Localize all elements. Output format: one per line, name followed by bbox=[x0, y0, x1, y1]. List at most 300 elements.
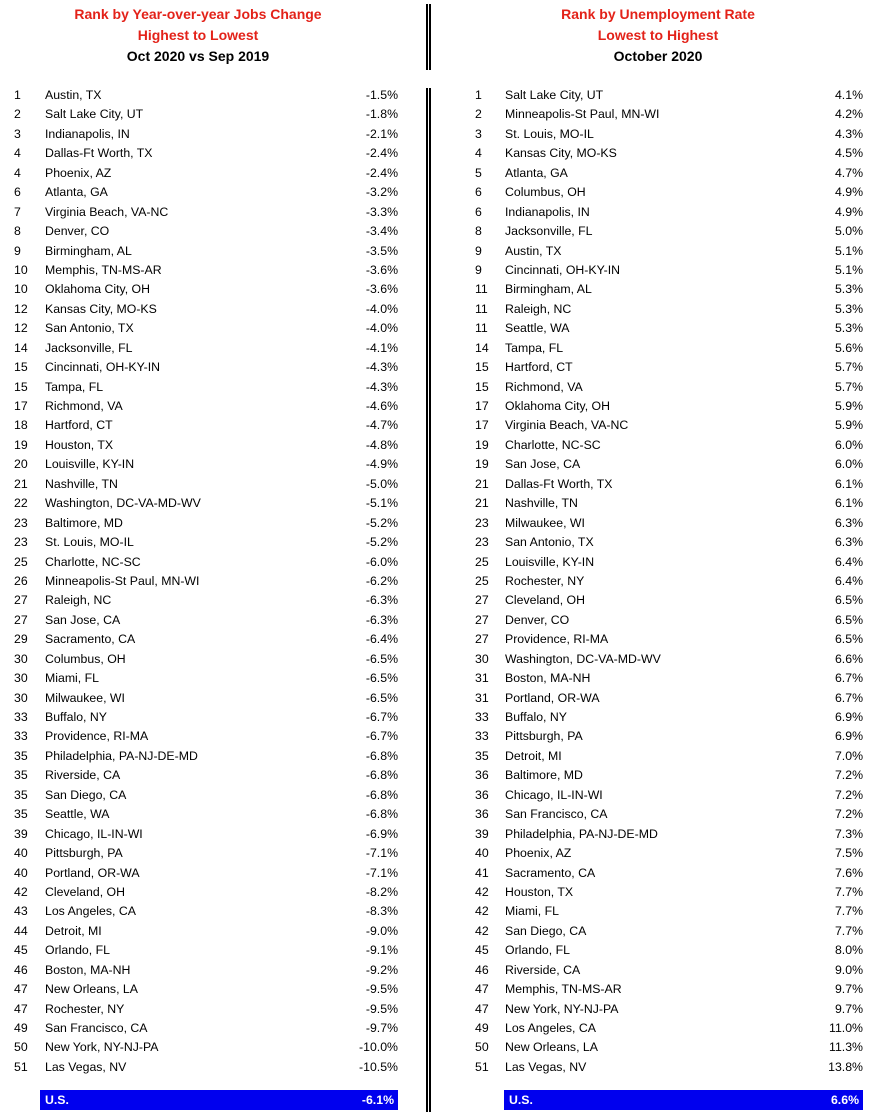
metro-name-cell: Cincinnati, OH-KY-IN bbox=[505, 262, 621, 277]
value-cell: 7.7% bbox=[834, 923, 863, 938]
rank-cell: 15 bbox=[14, 379, 28, 394]
rank-cell: 2 bbox=[14, 107, 21, 122]
unemployment-table bbox=[475, 86, 863, 1077]
metro-name-cell: Sacramento, CA bbox=[45, 632, 136, 647]
metro-name-cell: Miami, FL bbox=[45, 671, 99, 686]
value-cell: 6.5% bbox=[834, 612, 863, 627]
value-cell: -4.8% bbox=[365, 437, 398, 452]
table-row bbox=[475, 591, 863, 610]
rank-cell: 40 bbox=[14, 846, 28, 861]
value-cell: 6.0% bbox=[834, 457, 863, 472]
value-cell: -6.8% bbox=[365, 748, 398, 763]
metro-name-cell: New York, NY-NJ-PA bbox=[45, 1040, 159, 1055]
table-row bbox=[14, 455, 398, 474]
table-row bbox=[14, 864, 398, 883]
metro-name-cell: Philadelphia, PA-NJ-DE-MD bbox=[45, 748, 198, 763]
metro-name-cell: Las Vegas, NV bbox=[45, 1059, 127, 1074]
value-cell: 6.0% bbox=[834, 437, 863, 452]
metro-name-cell: Louisville, KY-IN bbox=[45, 457, 135, 472]
table-row bbox=[475, 105, 863, 124]
rank-cell: 1 bbox=[475, 88, 482, 102]
value-cell: -4.3% bbox=[365, 360, 398, 375]
rank-cell: 9 bbox=[475, 243, 482, 258]
value-cell: 6.3% bbox=[834, 515, 863, 530]
metro-name-cell: Cleveland, OH bbox=[45, 884, 125, 899]
rank-cell: 11 bbox=[475, 321, 488, 336]
metro-name-cell: Kansas City, MO-KS bbox=[505, 146, 617, 161]
total-label: U.S. bbox=[509, 1093, 533, 1107]
rank-cell: 22 bbox=[14, 496, 28, 511]
jobs-change-title: Rank by Year-over-year Jobs Change bbox=[74, 6, 322, 22]
metro-name-cell: Tampa, FL bbox=[45, 379, 104, 394]
table-row bbox=[14, 766, 398, 785]
table-row bbox=[475, 203, 863, 222]
value-cell: 7.0% bbox=[834, 748, 863, 763]
rank-cell: 42 bbox=[475, 904, 489, 919]
rank-cell: 44 bbox=[14, 923, 28, 938]
metro-name-cell: Charlotte, NC-SC bbox=[505, 437, 601, 452]
metro-name-cell: Louisville, KY-IN bbox=[505, 554, 595, 569]
table-row bbox=[475, 805, 863, 824]
metro-name-cell: Oklahoma City, OH bbox=[505, 399, 611, 413]
value-cell: 6.9% bbox=[834, 729, 863, 744]
rank-cell: 35 bbox=[14, 807, 28, 822]
rank-cell: 8 bbox=[14, 224, 21, 239]
table-row bbox=[14, 378, 398, 397]
rank-cell: 10 bbox=[14, 282, 28, 297]
metro-name-cell: Milwaukee, WI bbox=[45, 690, 125, 705]
unemployment-order: Lowest to Highest bbox=[597, 27, 719, 43]
rank-cell: 43 bbox=[14, 904, 28, 919]
table-row bbox=[475, 358, 863, 377]
table-row bbox=[14, 650, 398, 669]
value-cell: -8.3% bbox=[365, 904, 398, 919]
metro-name-cell: Boston, MA-NH bbox=[45, 962, 131, 977]
table-row bbox=[14, 591, 398, 610]
metro-name-cell: Atlanta, GA bbox=[45, 185, 108, 200]
metro-name-cell: Chicago, IL-IN-WI bbox=[45, 826, 143, 841]
metro-name-cell: Tampa, FL bbox=[505, 340, 564, 355]
rank-cell: 17 bbox=[475, 399, 489, 413]
rank-cell: 47 bbox=[475, 1001, 489, 1016]
table-row bbox=[475, 164, 863, 183]
metro-name-cell: Sacramento, CA bbox=[505, 865, 596, 880]
value-cell: -8.2% bbox=[365, 884, 398, 899]
table-row bbox=[14, 553, 398, 572]
table-row bbox=[14, 941, 398, 960]
unemployment-period: October 2020 bbox=[613, 48, 703, 64]
table-row bbox=[14, 514, 398, 533]
metro-name-cell: Columbus, OH bbox=[45, 651, 126, 666]
value-cell: 6.7% bbox=[834, 671, 863, 686]
rank-cell: 15 bbox=[14, 360, 28, 375]
table-row bbox=[475, 727, 863, 746]
table-row bbox=[475, 825, 863, 844]
table-row bbox=[475, 378, 863, 397]
rank-cell: 25 bbox=[14, 554, 28, 569]
table-row bbox=[14, 844, 398, 863]
total-value: 6.6% bbox=[830, 1093, 859, 1107]
rank-cell: 51 bbox=[475, 1059, 489, 1074]
metro-name-cell: Indianapolis, IN bbox=[505, 204, 590, 219]
metro-name-cell: New York, NY-NJ-PA bbox=[505, 1001, 619, 1016]
table-row bbox=[14, 689, 398, 708]
table-row bbox=[14, 416, 398, 435]
value-cell: -6.4% bbox=[365, 632, 398, 647]
rank-cell: 15 bbox=[475, 379, 489, 394]
rank-cell: 1 bbox=[14, 88, 21, 102]
table-row bbox=[475, 611, 863, 630]
value-cell: 5.1% bbox=[834, 243, 863, 258]
table-row bbox=[14, 727, 398, 746]
rank-cell: 6 bbox=[475, 185, 482, 200]
rank-cell: 33 bbox=[14, 710, 28, 724]
table-row bbox=[475, 514, 863, 533]
table-row bbox=[475, 1000, 863, 1019]
metro-name-cell: Atlanta, GA bbox=[505, 165, 568, 180]
value-cell: -3.4% bbox=[365, 224, 398, 239]
unemployment-header bbox=[455, 0, 861, 67]
table-row bbox=[475, 261, 863, 280]
metro-name-cell: Pittsburgh, PA bbox=[45, 846, 123, 861]
table-row bbox=[14, 786, 398, 805]
value-cell: -3.3% bbox=[365, 204, 398, 219]
value-cell: 7.5% bbox=[834, 846, 863, 861]
table-row bbox=[475, 1058, 863, 1077]
rank-cell: 19 bbox=[475, 437, 489, 452]
value-cell: 7.6% bbox=[834, 865, 863, 880]
metro-name-cell: Baltimore, MD bbox=[505, 768, 583, 783]
rank-cell: 23 bbox=[475, 535, 489, 550]
metro-name-cell: Los Angeles, CA bbox=[505, 1021, 596, 1035]
rank-cell: 51 bbox=[14, 1059, 28, 1074]
value-cell: -4.6% bbox=[365, 399, 398, 413]
value-cell: -10.0% bbox=[359, 1040, 398, 1055]
value-cell: -6.7% bbox=[365, 710, 398, 724]
metro-name-cell: Dallas-Ft Worth, TX bbox=[45, 146, 153, 161]
rank-cell: 33 bbox=[475, 710, 489, 724]
table-row bbox=[14, 280, 398, 299]
metro-name-cell: San Antonio, TX bbox=[45, 321, 134, 336]
rank-cell: 46 bbox=[475, 962, 489, 977]
table-row bbox=[14, 339, 398, 358]
table-row bbox=[475, 300, 863, 319]
value-cell: 5.3% bbox=[834, 321, 863, 336]
value-cell: -3.5% bbox=[365, 243, 398, 258]
value-cell: 6.5% bbox=[834, 593, 863, 608]
rank-cell: 35 bbox=[14, 768, 28, 783]
rank-cell: 2 bbox=[475, 107, 482, 122]
value-cell: 4.9% bbox=[834, 204, 863, 219]
metro-name-cell: St. Louis, MO-IL bbox=[505, 126, 594, 141]
table-row bbox=[14, 222, 398, 241]
table-row bbox=[475, 766, 863, 785]
table-row bbox=[14, 242, 398, 261]
rank-cell: 50 bbox=[14, 1040, 28, 1055]
rank-cell: 30 bbox=[14, 651, 28, 666]
metro-name-cell: San Francisco, CA bbox=[505, 807, 608, 822]
metro-name-cell: Cleveland, OH bbox=[505, 593, 585, 608]
metro-name-cell: Buffalo, NY bbox=[505, 710, 567, 724]
rank-cell: 33 bbox=[14, 729, 28, 744]
value-cell: 5.3% bbox=[834, 282, 863, 297]
table-row bbox=[475, 922, 863, 941]
metro-name-cell: San Jose, CA bbox=[505, 457, 581, 472]
rank-cell: 40 bbox=[14, 865, 28, 880]
table-row bbox=[475, 883, 863, 902]
rank-cell: 7 bbox=[14, 204, 21, 219]
table-row bbox=[475, 533, 863, 552]
table-row bbox=[14, 494, 398, 513]
rank-cell: 17 bbox=[14, 399, 28, 413]
metro-name-cell: Indianapolis, IN bbox=[45, 126, 130, 141]
value-cell: 9.7% bbox=[834, 982, 863, 997]
metro-name-cell: San Jose, CA bbox=[45, 612, 121, 627]
value-cell: -6.5% bbox=[365, 690, 398, 705]
rank-cell: 21 bbox=[14, 476, 28, 491]
rank-cell: 31 bbox=[475, 671, 489, 686]
metro-name-cell: Baltimore, MD bbox=[45, 515, 123, 530]
metro-name-cell: Milwaukee, WI bbox=[505, 515, 585, 530]
rank-cell: 5 bbox=[475, 165, 482, 180]
value-cell: -6.8% bbox=[365, 807, 398, 822]
table-row bbox=[475, 242, 863, 261]
metro-name-cell: Portland, OR-WA bbox=[45, 865, 140, 880]
value-cell: 6.4% bbox=[834, 554, 863, 569]
rank-cell: 17 bbox=[475, 418, 489, 433]
rank-cell: 11 bbox=[475, 282, 488, 297]
table-row bbox=[14, 902, 398, 921]
value-cell: -6.5% bbox=[365, 651, 398, 666]
rank-cell: 35 bbox=[14, 748, 28, 763]
rank-cell: 49 bbox=[475, 1021, 489, 1035]
table-row bbox=[14, 883, 398, 902]
table-row bbox=[475, 416, 863, 435]
metro-name-cell: Austin, TX bbox=[505, 243, 562, 258]
table-row bbox=[14, 708, 398, 727]
rank-cell: 6 bbox=[14, 185, 21, 200]
table-row bbox=[475, 864, 863, 883]
value-cell: -6.2% bbox=[365, 573, 398, 588]
value-cell: -3.6% bbox=[365, 282, 398, 297]
rank-cell: 36 bbox=[475, 787, 489, 802]
rank-cell: 27 bbox=[14, 593, 28, 608]
rank-cell: 41 bbox=[475, 865, 489, 880]
metro-name-cell: Virginia Beach, VA-NC bbox=[45, 204, 169, 219]
rank-cell: 14 bbox=[14, 340, 28, 355]
value-cell: -1.8% bbox=[365, 107, 398, 122]
value-cell: 6.3% bbox=[834, 535, 863, 550]
rank-cell: 42 bbox=[475, 884, 489, 899]
value-cell: 8.0% bbox=[834, 943, 863, 958]
table-row bbox=[14, 1038, 398, 1057]
rank-cell: 35 bbox=[475, 748, 489, 763]
table-row bbox=[14, 125, 398, 144]
value-cell: 7.2% bbox=[834, 807, 863, 822]
metro-name-cell: Memphis, TN-MS-AR bbox=[505, 982, 622, 997]
metro-name-cell: Memphis, TN-MS-AR bbox=[45, 262, 162, 277]
table-row bbox=[14, 397, 398, 416]
table-row bbox=[475, 339, 863, 358]
table-row bbox=[14, 630, 398, 649]
table-row bbox=[475, 708, 863, 727]
value-cell: -3.6% bbox=[365, 262, 398, 277]
rank-cell: 23 bbox=[475, 515, 489, 530]
total-label: U.S. bbox=[45, 1093, 69, 1107]
table-row bbox=[475, 319, 863, 338]
value-cell: -5.1% bbox=[365, 496, 398, 511]
rank-cell: 25 bbox=[475, 554, 489, 569]
rank-cell: 39 bbox=[475, 826, 489, 841]
value-cell: 5.9% bbox=[834, 399, 863, 413]
metro-name-cell: Raleigh, NC bbox=[505, 301, 572, 316]
rank-cell: 35 bbox=[14, 787, 28, 802]
value-cell: 6.1% bbox=[834, 496, 863, 511]
metro-name-cell: Portland, OR-WA bbox=[505, 690, 600, 705]
metro-name-cell: Denver, CO bbox=[505, 612, 570, 627]
value-cell: -5.2% bbox=[365, 515, 398, 530]
unemployment-title: Rank by Unemployment Rate bbox=[561, 6, 755, 22]
value-cell: 5.0% bbox=[834, 224, 863, 239]
rank-cell: 4 bbox=[475, 146, 482, 161]
table-row bbox=[14, 1000, 398, 1019]
metro-name-cell: Orlando, FL bbox=[45, 943, 110, 958]
metro-name-cell: Washington, DC-VA-MD-WV bbox=[505, 651, 661, 666]
rank-cell: 36 bbox=[475, 807, 489, 822]
value-cell: 7.7% bbox=[834, 884, 863, 899]
metro-name-cell: Denver, CO bbox=[45, 224, 110, 239]
table-row bbox=[14, 1058, 398, 1077]
rank-cell: 42 bbox=[14, 884, 28, 899]
value-cell: 5.6% bbox=[834, 340, 863, 355]
metro-name-cell: Hartford, CT bbox=[45, 418, 113, 433]
metro-name-cell: Birmingham, AL bbox=[45, 243, 132, 258]
metro-name-cell: Washington, DC-VA-MD-WV bbox=[45, 496, 201, 511]
table-row bbox=[475, 572, 863, 591]
table-row bbox=[14, 747, 398, 766]
rank-cell: 8 bbox=[475, 224, 482, 239]
jobs-change-total-row bbox=[40, 1090, 398, 1110]
metro-name-cell: Boston, MA-NH bbox=[505, 671, 591, 686]
value-cell: -6.0% bbox=[365, 554, 398, 569]
rank-cell: 40 bbox=[475, 846, 489, 861]
metro-name-cell: Riverside, CA bbox=[505, 962, 581, 977]
table-row bbox=[14, 144, 398, 163]
value-cell: 13.8% bbox=[828, 1059, 863, 1074]
value-cell: -9.1% bbox=[365, 943, 398, 958]
metro-name-cell: Minneapolis-St Paul, MN-WI bbox=[505, 107, 660, 122]
metro-name-cell: Virginia Beach, VA-NC bbox=[505, 418, 629, 433]
table-row bbox=[475, 669, 863, 688]
table-row bbox=[14, 164, 398, 183]
table-row bbox=[14, 572, 398, 591]
metro-name-cell: Detroit, MI bbox=[45, 923, 102, 938]
value-cell: 5.1% bbox=[834, 262, 863, 277]
value-cell: 5.7% bbox=[834, 360, 863, 375]
metro-name-cell: San Francisco, CA bbox=[45, 1021, 148, 1035]
value-cell: 9.0% bbox=[834, 962, 863, 977]
value-cell: 5.9% bbox=[834, 418, 863, 433]
rank-cell: 30 bbox=[14, 690, 28, 705]
metro-name-cell: Minneapolis-St Paul, MN-WI bbox=[45, 573, 200, 588]
metro-name-cell: Chicago, IL-IN-WI bbox=[505, 787, 603, 802]
table-row bbox=[475, 397, 863, 416]
rank-cell: 25 bbox=[475, 573, 489, 588]
metro-name-cell: Charlotte, NC-SC bbox=[45, 554, 141, 569]
jobs-change-header bbox=[0, 0, 396, 67]
metro-name-cell: Raleigh, NC bbox=[45, 593, 112, 608]
rank-cell: 27 bbox=[14, 612, 28, 627]
value-cell: -2.4% bbox=[365, 165, 398, 180]
column-divider-top bbox=[426, 4, 431, 70]
table-row bbox=[475, 941, 863, 960]
metro-name-cell: Nashville, TN bbox=[505, 496, 578, 511]
value-cell: 4.2% bbox=[834, 107, 863, 122]
value-cell: 4.3% bbox=[834, 126, 863, 141]
table-row bbox=[14, 105, 398, 124]
rank-cell: 47 bbox=[14, 1001, 28, 1016]
metro-name-cell: Orlando, FL bbox=[505, 943, 570, 958]
metro-name-cell: New Orleans, LA bbox=[45, 982, 138, 997]
metro-name-cell: Seattle, WA bbox=[505, 321, 570, 336]
value-cell: 4.9% bbox=[834, 185, 863, 200]
metro-name-cell: Providence, RI-MA bbox=[505, 632, 609, 647]
value-cell: -4.7% bbox=[365, 418, 398, 433]
value-cell: 7.7% bbox=[834, 904, 863, 919]
metro-name-cell: St. Louis, MO-IL bbox=[45, 535, 134, 550]
table-row bbox=[475, 144, 863, 163]
rank-cell: 31 bbox=[475, 690, 489, 705]
rank-cell: 42 bbox=[475, 923, 489, 938]
rank-cell: 18 bbox=[14, 418, 28, 433]
rank-cell: 20 bbox=[14, 457, 28, 472]
value-cell: -7.1% bbox=[365, 865, 398, 880]
value-cell: -6.3% bbox=[365, 612, 398, 627]
value-cell: -9.5% bbox=[365, 1001, 398, 1016]
rank-cell: 21 bbox=[475, 496, 489, 511]
rank-cell: 47 bbox=[475, 982, 489, 997]
metro-name-cell: San Antonio, TX bbox=[505, 535, 594, 550]
value-cell: 7.2% bbox=[834, 787, 863, 802]
value-cell: -4.0% bbox=[365, 321, 398, 336]
value-cell: -6.7% bbox=[365, 729, 398, 744]
metro-name-cell: Rochester, NY bbox=[505, 573, 585, 588]
rank-cell: 11 bbox=[475, 301, 488, 316]
value-cell: 5.3% bbox=[834, 301, 863, 316]
metro-name-cell: Oklahoma City, OH bbox=[45, 282, 151, 297]
table-row bbox=[475, 689, 863, 708]
table-row bbox=[475, 650, 863, 669]
value-cell: -9.5% bbox=[365, 982, 398, 997]
table-row bbox=[14, 533, 398, 552]
table-row bbox=[475, 280, 863, 299]
rank-cell: 39 bbox=[14, 826, 28, 841]
value-cell: -4.9% bbox=[365, 457, 398, 472]
value-cell: -4.3% bbox=[365, 379, 398, 394]
table-row bbox=[14, 922, 398, 941]
metro-name-cell: San Diego, CA bbox=[45, 787, 127, 802]
table-row bbox=[475, 86, 863, 105]
table-row bbox=[14, 1019, 398, 1038]
value-cell: -9.2% bbox=[365, 962, 398, 977]
table-row bbox=[14, 475, 398, 494]
unemployment-total-row bbox=[504, 1090, 863, 1110]
rank-cell: 45 bbox=[475, 943, 489, 958]
table-row bbox=[475, 494, 863, 513]
rank-cell: 26 bbox=[14, 573, 28, 588]
value-cell: -3.2% bbox=[365, 185, 398, 200]
rank-cell: 9 bbox=[14, 243, 21, 258]
